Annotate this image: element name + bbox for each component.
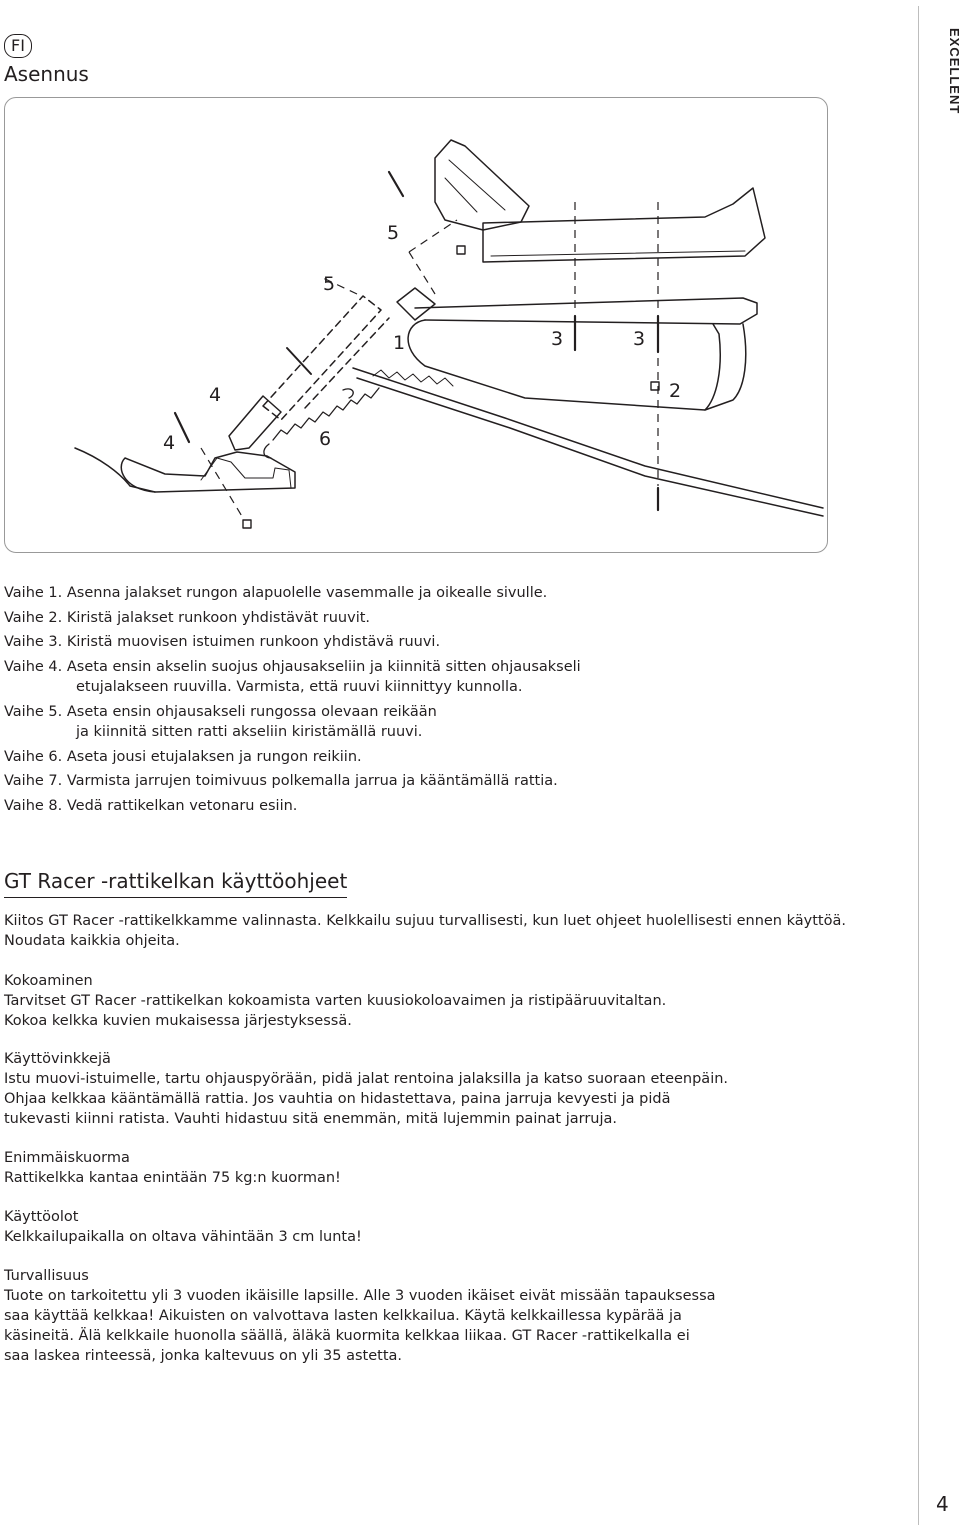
seat-shape [483, 188, 765, 262]
steering-shaft [263, 296, 389, 420]
max-load-section: Enimmäiskuorma Rattikelkka kantaa enintään 75 kg:n kuorman! [4, 1148, 904, 1188]
assembly-guides [201, 202, 658, 518]
shaft-cover [229, 396, 281, 450]
callout-4-screw: 4 [163, 432, 176, 454]
callout-5-top: 5 [387, 222, 400, 244]
callout-4-cover: 4 [209, 384, 222, 406]
step-6: Vaihe 6. Aseta jousi etujalaksen ja rungon reikiin. [4, 748, 362, 765]
language-badge: FI [4, 34, 32, 58]
section-heading: Turvallisuus [4, 1268, 89, 1284]
section-heading: Käyttöolot [4, 1209, 79, 1225]
page-title: Asennus [4, 62, 89, 86]
callout-3-left: 3 [551, 328, 564, 350]
assembly-steps [4, 583, 904, 820]
screw-left [175, 413, 189, 442]
step-2: Vaihe 2. Kiristä jalakset runkoon yhdistävät ruuvit. [4, 609, 371, 626]
assembly-diagram [4, 97, 828, 553]
tips-section: Käyttövinkkejä Istu muovi-istuimelle, tartu ohjauspyörään, pidä jalat rentoina jalaksilla ja katso suoraan eteenpäin. Ohjaa kelkkaa kääntämällä rattia. Jos vauhtia on hidastettava, paina jarruja kevyesti ja pidä tukevasti kiinni ratista. Vauhti hidastuu sitä enemmän, mitä lujemmin painat jarruja. [4, 1049, 904, 1129]
section-heading: Enimmäiskuorma [4, 1150, 130, 1166]
nut-bottom [243, 520, 251, 528]
frame-shape [415, 298, 757, 324]
section-heading: Käyttövinkkejä [4, 1051, 111, 1067]
callout-1: 1 [393, 332, 406, 354]
assembly-section: Kokoaminen Tarvitset GT Racer -rattikelkan kokoamista varten kuusiokoloavaimen ja ristipääruuvitaltan. Kokoa kelkka kuvien mukaisessa järjestyksessä. [4, 971, 904, 1031]
step-8: Vaihe 8. Vedä rattikelkan vetonaru esiin. [4, 797, 298, 814]
assembly-illustration [5, 98, 829, 554]
step-5: Vaihe 5. Aseta ensin ohjausakseli rungossa olevaan reikään ja kiinnitä sitten ratti akseliin kiristämällä ruuvi. [4, 703, 437, 740]
section-heading: Kokoaminen [4, 973, 93, 989]
nut-top [457, 246, 465, 254]
page-number: 4 [936, 1492, 949, 1516]
side-divider [918, 6, 919, 1525]
callout-5-shaft: 5 [323, 273, 336, 295]
manual-intro: Kiitos GT Racer -rattikelkkamme valinnasta. Kelkkailu sujuu turvallisesti, kun luet ohjeet huolellisesti ennen käyttöä. Noudata kaikkia ohjeita. [4, 913, 846, 949]
conditions-section: Käyttöolot Kelkkailupaikalla on oltava vähintään 3 cm lunta! [4, 1207, 904, 1247]
brand-name: EXCELLENT [947, 28, 962, 115]
manual-title: GT Racer -rattikelkan käyttöohjeet [4, 868, 347, 898]
runner-shape [353, 368, 823, 508]
safety-section: Turvallisuus Tuote on tarkoitettu yli 3 vuoden ikäisille lapsille. Alle 3 vuoden ikäiset eivät missään tapauksessa saa käyttää kelkkaa! Aikuisten on valvottava lasten kelkkailua. Käytä kelkkaillessa kypärää ja käsineitä. Älä kelkkaile huonolla säällä, äläkä kuormita kelkkaa liikaa. GT Racer -rattikelkalla ei saa laskea rinteessä, jonka kaltevuus on yli 35 astetta. [4, 1266, 904, 1366]
step-7: Vaihe 7. Varmista jarrujen toimivuus polkemalla jarrua ja kääntämällä rattia. [4, 773, 558, 789]
step-3: Vaihe 3. Kiristä muovisen istuimen runkoon yhdistävä ruuvi. [4, 634, 441, 650]
callout-6: 6 [319, 428, 332, 450]
screw-top-left [389, 172, 403, 196]
callout-2: 2 [669, 380, 682, 402]
callout-3-right: 3 [633, 328, 646, 350]
step-1: Vaihe 1. Asenna jalakset rungon alapuolelle vasemmalle ja oikealle sivulle. [4, 585, 548, 601]
step-4: Vaihe 4. Aseta ensin akselin suojus ohjausakseliin ja kiinnitä sitten ohjausakseli etujalakseen ruuvilla. Varmista, että ruuvi kiinnittyy kunnolla. [4, 658, 581, 695]
steering-wheel [435, 140, 529, 230]
